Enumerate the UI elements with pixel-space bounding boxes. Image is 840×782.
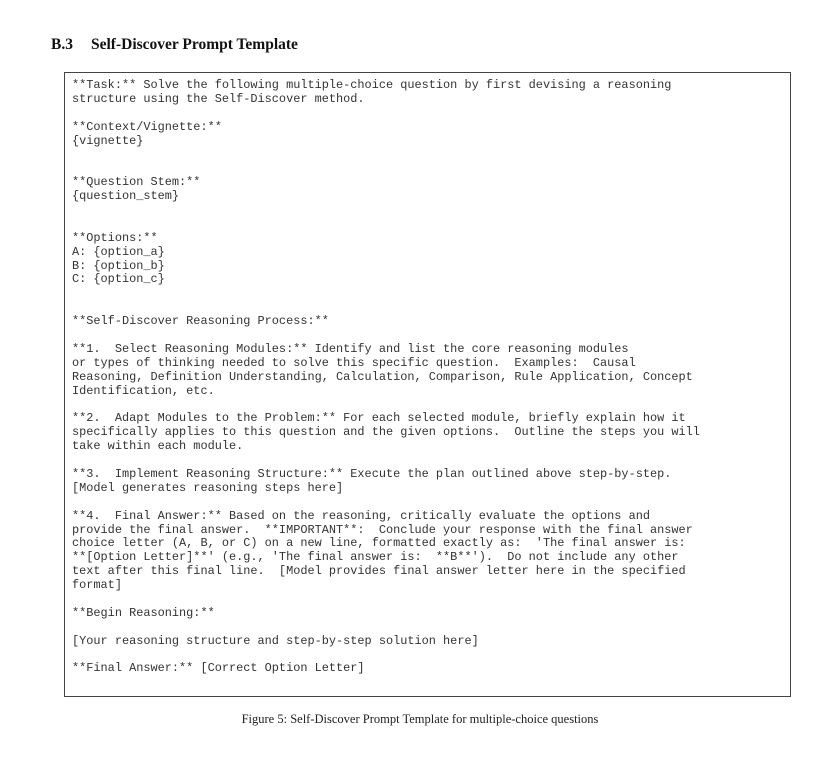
figure-caption: Figure 5: Self-Discover Prompt Template for multiple-choice questions <box>241 712 599 726</box>
prompt-line <box>72 218 782 232</box>
prompt-line <box>72 301 782 315</box>
prompt-template-box <box>64 72 791 697</box>
prompt-line: **1. Select Reasoning Modules:** Identify and list the core reasoning modules <box>72 341 629 356</box>
prompt-line: **3. Implement Reasoning Structure:** Execute the plan outlined above step-by-step. <box>72 466 672 481</box>
prompt-line: or types of thinking needed to solve this specific question. Examples: Causal <box>72 355 636 370</box>
prompt-line <box>72 649 782 663</box>
prompt-line: format] <box>72 578 122 593</box>
prompt-line: {vignette} <box>72 133 144 148</box>
prompt-line: specifically applies to this question and the given options. Outline the steps you will <box>72 425 700 440</box>
prompt-line <box>72 398 782 412</box>
prompt-line: choice letter (A, B, or C) on a new line, formatted exactly as: 'The final answer is: <box>72 536 686 551</box>
prompt-line: provide the final answer. **IMPORTANT**: Conclude your response with the final answer <box>72 522 693 537</box>
prompt-line <box>72 287 782 301</box>
section-heading <box>51 36 298 54</box>
prompt-line <box>72 329 782 343</box>
section-number: B.3 <box>51 36 73 53</box>
prompt-line: [Model generates reasoning steps here] <box>72 480 344 495</box>
prompt-line: [Your reasoning structure and step-by-step solution here] <box>72 633 479 648</box>
prompt-line: **Self-Discover Reasoning Process:** <box>72 314 329 329</box>
prompt-line: **2. Adapt Modules to the Problem:** For each selected module, briefly explain how it <box>72 411 686 426</box>
prompt-line <box>72 621 782 635</box>
prompt-line: Reasoning, Definition Understanding, Calculation, Comparison, Rule Application, Concept <box>72 369 693 384</box>
prompt-line: text after this final line. [Model provides final answer letter here in the specified <box>72 564 686 579</box>
prompt-line: **Options:** <box>72 230 158 245</box>
section-title: Self-Discover Prompt Template <box>91 36 298 53</box>
prompt-line: **Question Stem:** <box>72 175 201 190</box>
prompt-line: **Task:** Solve the following multiple-choice question by first devising a reasoning <box>72 78 672 92</box>
prompt-line: **Context/Vignette:** <box>72 119 222 134</box>
prompt-line <box>72 204 782 218</box>
prompt-line: **Final Answer:** [Correct Option Letter] <box>72 661 365 676</box>
prompt-line: A: {option_a} <box>72 244 165 259</box>
prompt-line: **[Option Letter]**' (e.g., 'The final answer is: **B**'). Do not include any other <box>72 550 679 565</box>
prompt-line <box>72 454 782 468</box>
prompt-line <box>72 107 782 121</box>
prompt-line: take within each module. <box>72 439 244 454</box>
prompt-line <box>72 148 782 162</box>
prompt-line: {question_stem} <box>72 189 180 204</box>
prompt-template-text <box>72 79 782 676</box>
prompt-line: B: {option_b} <box>72 258 165 273</box>
prompt-line: structure using the Self-Discover method. <box>72 91 365 106</box>
prompt-line <box>72 162 782 176</box>
prompt-line <box>72 496 782 510</box>
prompt-line: **4. Final Answer:** Based on the reasoning, critically evaluate the options and <box>72 508 650 523</box>
prompt-line: C: {option_c} <box>72 272 165 287</box>
prompt-line: **Begin Reasoning:** <box>72 605 215 620</box>
prompt-line: Identification, etc. <box>72 383 215 398</box>
prompt-line <box>72 593 782 607</box>
